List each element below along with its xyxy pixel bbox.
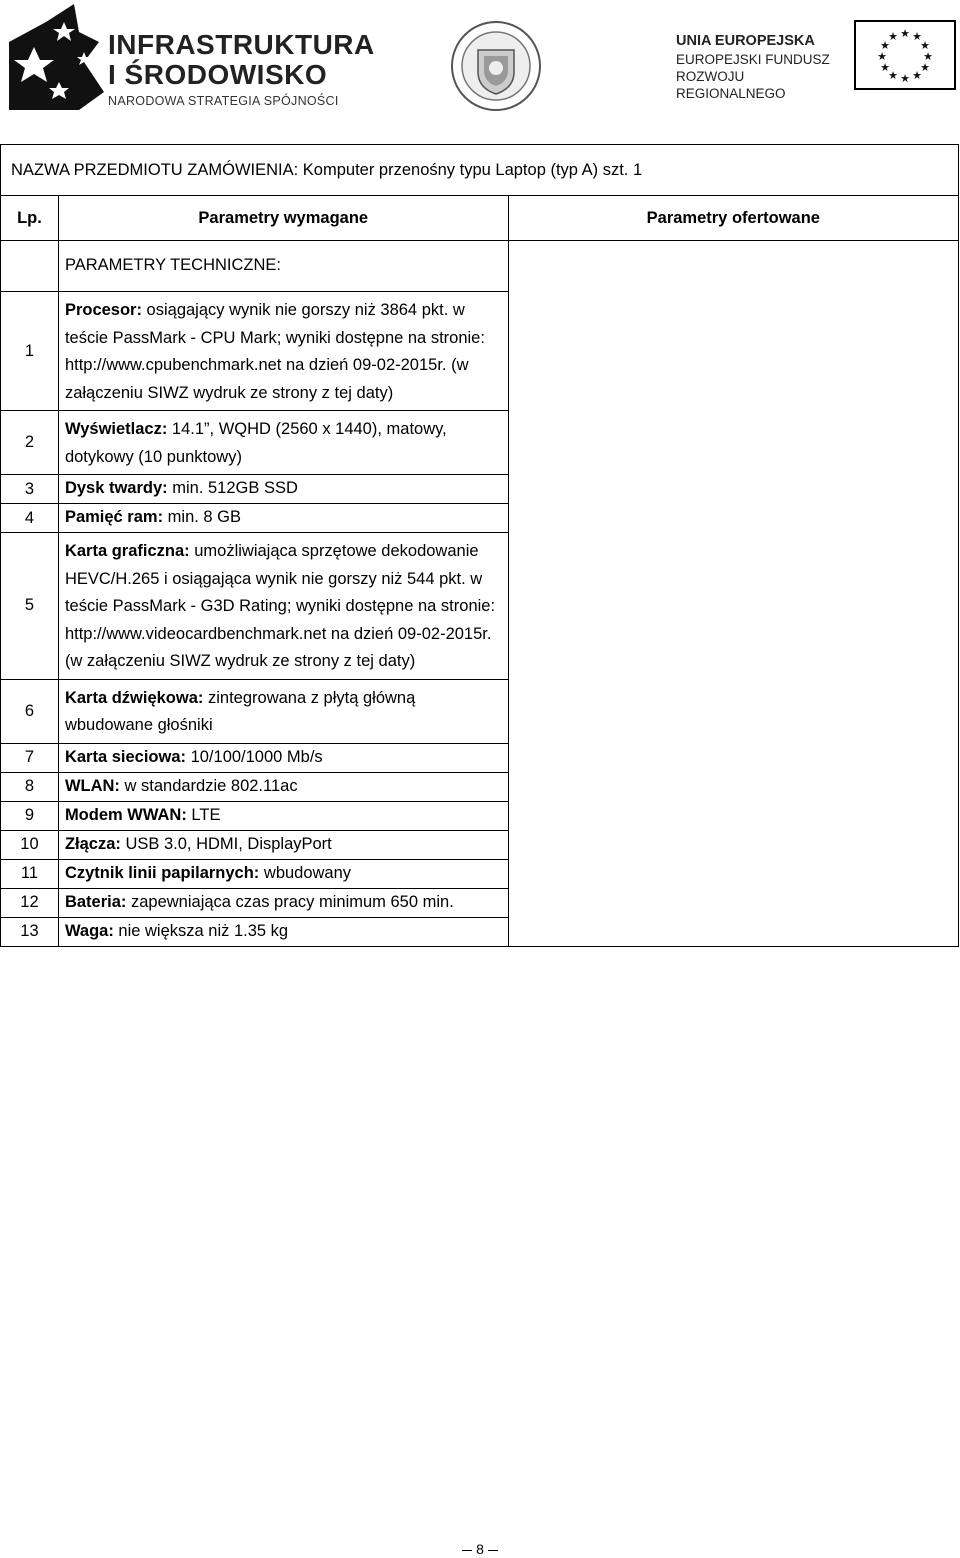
row-number: 4: [1, 504, 59, 533]
param-label: Procesor:: [64, 301, 142, 319]
eu-line-2: EUROPEJSKI FUNDUSZ: [676, 52, 830, 67]
param-label: Złącza:: [64, 834, 121, 853]
col-offered: Parametry ofertowane: [508, 196, 958, 241]
svg-text:★: ★: [900, 72, 910, 85]
param-label: Czytnik linii papilarnych:: [64, 863, 260, 882]
page-header: [0, 0, 960, 120]
eu-line-1: UNIA EUROPEJSKA: [676, 33, 815, 49]
param-value: wbudowany: [259, 863, 352, 882]
row-number: 3: [1, 475, 59, 504]
param-value: 10/100/1000 Mb/s: [186, 747, 323, 766]
brand-line-2: I ŚRODOWISKO: [108, 59, 328, 90]
eu-flag-icon: [854, 20, 956, 90]
param-label: Karta graficzna:: [64, 542, 190, 560]
row-number: 9: [1, 801, 59, 830]
param-label: Waga:: [64, 921, 114, 940]
param-label: Bateria:: [64, 892, 127, 911]
param-label: Modem WWAN:: [64, 805, 187, 824]
eu-logo: [676, 27, 956, 102]
svg-text:★: ★: [920, 39, 930, 52]
param-label: WLAN:: [64, 776, 120, 795]
infrastruktura-logo: [4, 2, 375, 110]
row-number: 10: [1, 830, 59, 859]
param-value: LTE: [186, 805, 221, 824]
param-value: nie większa niż 1.35 kg: [113, 921, 289, 940]
row-requirement: [58, 772, 508, 801]
param-value: min. 8 GB: [163, 508, 242, 527]
param-value: osiągający wynik nie gorszy niż 3864 pkt. w teście PassMark - CPU Mark; wyniki dostępne na stronie: http://www.cpubenchmark.net na dzień 09-02-2015r. (w załączeniu SIWZ wydruk ze strony z tej daty): [64, 301, 485, 402]
brand-subtitle: NARODOWA STRATEGIA SPÓJNOŚCI: [108, 94, 339, 108]
svg-text:★: ★: [888, 69, 898, 82]
row-number: 11: [1, 859, 59, 888]
row-requirement: [58, 917, 508, 946]
row-requirement: [58, 533, 508, 680]
param-label: Dysk twardy:: [64, 479, 168, 498]
university-seal-icon: [450, 20, 542, 112]
svg-text:★: ★: [912, 30, 922, 43]
row-requirement: [58, 411, 508, 475]
param-label: Karta sieciowa:: [64, 747, 186, 766]
row-number: 5: [1, 533, 59, 680]
svg-text:★: ★: [888, 30, 898, 43]
page-number: 8: [476, 1541, 484, 1557]
param-value: 14.1”, WQHD (2560 x 1440), matowy, dotykowy (10 punktowy): [64, 420, 447, 466]
row-number: 8: [1, 772, 59, 801]
param-label: Pamięć ram:: [64, 508, 164, 527]
svg-text:★: ★: [920, 61, 930, 74]
row-number: 1: [1, 292, 59, 411]
param-value: USB 3.0, HDMI, DisplayPort: [120, 834, 332, 853]
row-requirement: [58, 743, 508, 772]
eu-line-3: ROZWOJU REGIONALNEGO: [676, 69, 786, 101]
table-header-row: [1, 196, 959, 241]
svg-text:★: ★: [900, 27, 910, 40]
row-requirement: [58, 292, 508, 411]
row-number: 13: [1, 917, 59, 946]
svg-text:★: ★: [880, 61, 890, 74]
star-logo-icon: [4, 2, 104, 112]
param-value: zapewniająca czas pracy minimum 650 min.: [126, 892, 454, 911]
col-lp: Lp.: [1, 196, 59, 241]
param-value: min. 512GB SSD: [167, 479, 298, 498]
table-title: NAZWA PRZEDMIOTU ZAMÓWIENIA: Komputer przenośny typu Laptop (typ A) szt. 1: [1, 145, 959, 196]
row-requirement: [58, 679, 508, 743]
specification-table: [0, 144, 959, 947]
param-value: w standardzie 802.11ac: [119, 776, 298, 795]
param-label: Wyświetlacz:: [64, 420, 168, 438]
col-required: Parametry wymagane: [58, 196, 508, 241]
offered-params-cell: [508, 241, 958, 947]
row-number: 6: [1, 679, 59, 743]
param-label: Karta dźwiękowa:: [64, 688, 204, 707]
section-row: [1, 241, 959, 292]
row-number: 7: [1, 743, 59, 772]
row-requirement: [58, 475, 508, 504]
svg-text:★: ★: [923, 50, 933, 63]
param-value: umożliwiająca sprzętowe dekodowanie HEVC/H.265 i osiągająca wynik nie gorszy niż 544 pkt. w teście PassMark - G3D Rating; wyniki dostępne na stronie: http://www.videocardbenchmark.net na dzień 09-02-2015r. (w załączeniu SIWZ wydruk ze strony z tej daty): [64, 542, 496, 670]
row-requirement: [58, 859, 508, 888]
row-number: 12: [1, 888, 59, 917]
svg-text:★: ★: [877, 50, 887, 63]
section-title: PARAMETRY TECHNICZNE:: [58, 241, 508, 292]
param-value: zintegrowana z płytą główną wbudowane głośniki: [64, 688, 416, 734]
svg-text:★: ★: [912, 69, 922, 82]
row-requirement: [58, 801, 508, 830]
row-requirement: [58, 830, 508, 859]
svg-text:★: ★: [880, 39, 890, 52]
brand-line-1: INFRASTRUKTURA: [108, 29, 375, 60]
row-requirement: [58, 888, 508, 917]
row-number: 2: [1, 411, 59, 475]
page-footer: [0, 1540, 960, 1558]
row-requirement: [58, 504, 508, 533]
